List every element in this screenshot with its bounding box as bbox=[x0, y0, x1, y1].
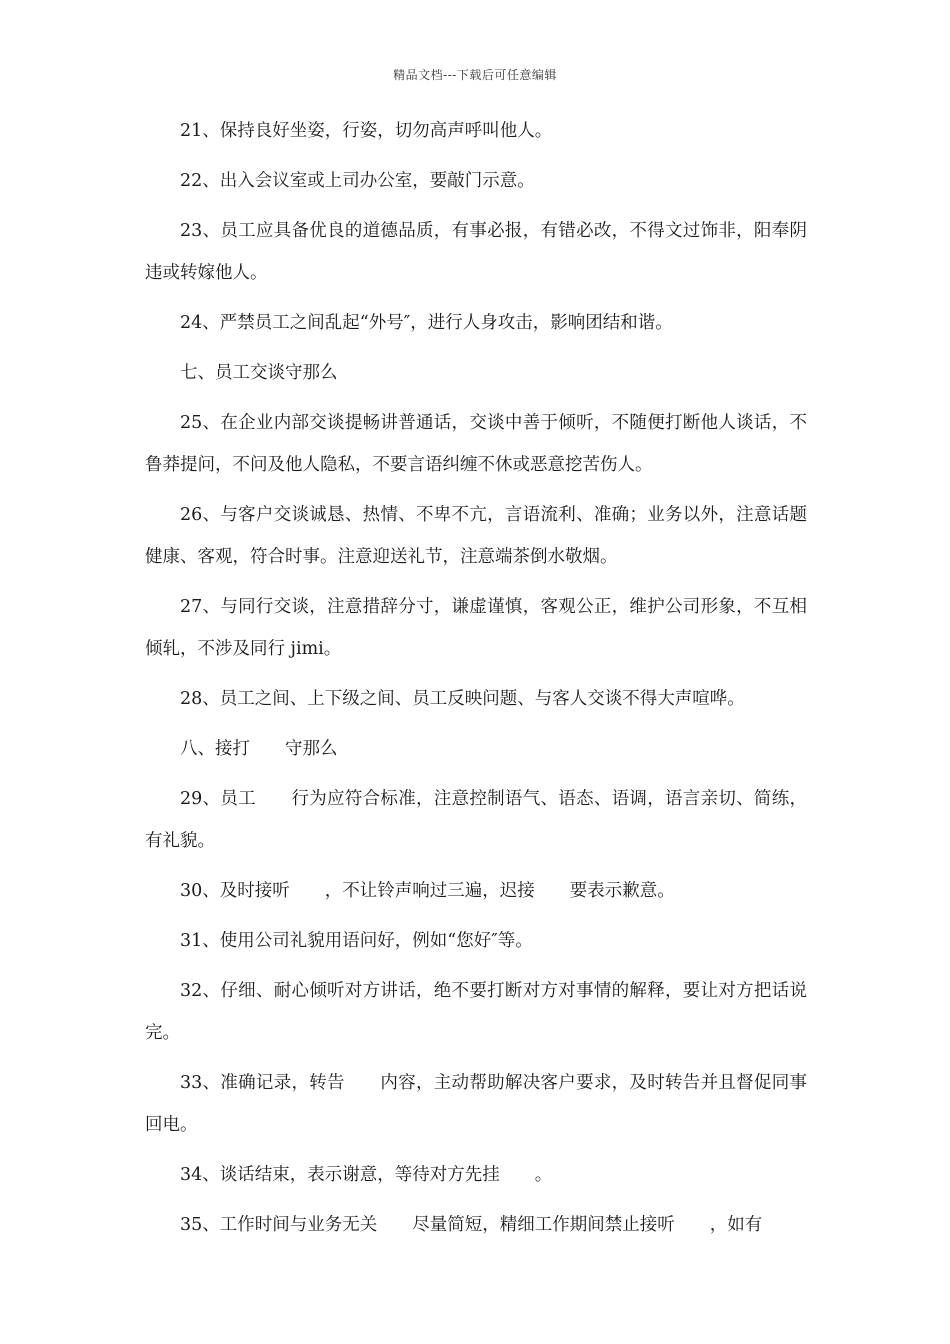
paragraph-31: 31、使用公司礼貌用语问好，例如“您好″等。 bbox=[180, 931, 533, 951]
paragraph-29: 29、员工 行为应符合标准，注意控制语气、语态、语调，语言亲切、简练，有礼貌。 bbox=[145, 789, 807, 851]
paragraph-25: 25、在企业内部交谈提畅讲普通话，交谈中善于倾听，不随便打断他人谈话，不鲁莽提问，不问及他人隐私，不要言语纠缠不休或恶意挖苦伤人。 bbox=[145, 413, 807, 475]
paragraph-23: 23、员工应具备优良的道德品质，有事必报，有错必改，不得文过饰非，阳奉阴违或转嫁他人。 bbox=[145, 221, 807, 283]
paragraph-26: 26、与客户交谈诚恳、热情、不卑不亢，言语流利、准确；业务以外，注意话题健康、客观，符合时事。注意迎送礼节，注意端茶倒水敬烟。 bbox=[145, 505, 807, 567]
section-heading-8: 八、接打 守那么 bbox=[180, 739, 338, 759]
paragraph-34: 34、谈话结束，表示谢意，等待对方先挂 。 bbox=[180, 1165, 553, 1185]
section-heading-7: 七、员工交谈守那么 bbox=[180, 363, 338, 383]
paragraph-30: 30、及时接听 ，不让铃声响过三遍，迟接 要表示歉意。 bbox=[180, 881, 675, 901]
paragraph-24: 24、严禁员工之间乱起“外号″，进行人身攻击，影响团结和谐。 bbox=[180, 313, 673, 333]
page-header: 精品文档---下载后可任意编辑 bbox=[393, 68, 557, 82]
paragraph-22: 22、出入会议室或上司办公室，要敲门示意。 bbox=[180, 171, 535, 191]
paragraph-21: 21、保持良好坐姿，行姿，切勿高声呼叫他人。 bbox=[180, 121, 553, 141]
paragraph-28: 28、员工之间、上下级之间、员工反映问题、与客人交谈不得大声喧哗。 bbox=[180, 689, 745, 709]
paragraph-33: 33、准确记录，转告 内容，主动帮助解决客户要求，及时转告并且督促同事回电。 bbox=[145, 1073, 807, 1135]
document-body bbox=[145, 110, 807, 1254]
paragraph-32: 32、仔细、耐心倾听对方讲话，绝不要打断对方对事情的解释，要让对方把话说完。 bbox=[145, 981, 807, 1043]
paragraph-35: 35、工作时间与业务无关 尽量简短，精细工作期间禁止接听 ，如有 bbox=[180, 1215, 763, 1235]
paragraph-27: 27、与同行交谈，注意措辞分寸，谦虚谨慎，客观公正，维护公司形象，不互相倾轧，不涉及同行 jimi。 bbox=[145, 597, 807, 659]
